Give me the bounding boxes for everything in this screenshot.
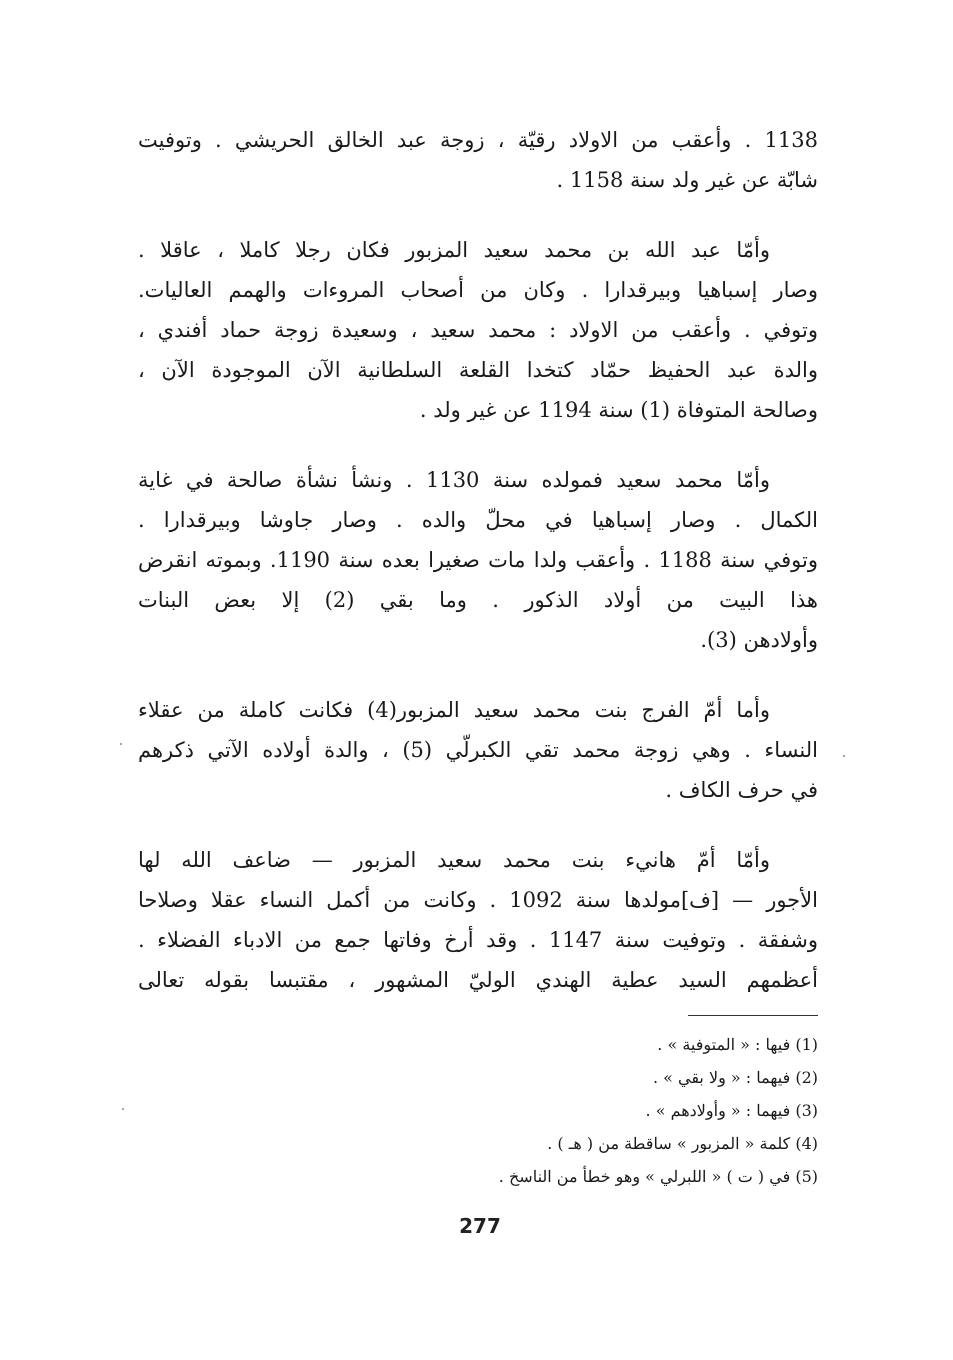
text-line: وأما أمّ الفرج بنت محمد سعيد المزبور(4) فكانت كاملة من عقلاء xyxy=(138,698,771,722)
text-line: الأجور — [ف]مولدها سنة 1092 . وكانت من أكمل النساء عقلا وصلاحا xyxy=(138,888,818,912)
text-line: 1138 . وأعقب من الاولاد رقيّة ، زوجة عبد الخالق الحريشي . وتوفيت xyxy=(138,128,818,152)
main-text xyxy=(138,120,818,1030)
text-line: في حرف الكاف . xyxy=(665,778,818,802)
page-number: 277 xyxy=(459,1214,501,1238)
footnote: (4) كلمة « المزبور » ساقطة من ( هـ ) . xyxy=(547,1134,818,1153)
text-line: هذا البيت من أولاد الذكور . وما بقي (2) إلا بعض البنات xyxy=(138,588,818,612)
footnote: (1) فيها : « المتوفية » . xyxy=(657,1035,818,1054)
paragraph-5 xyxy=(138,840,818,1000)
text-line: وأمّا أمّ هانيء بنت محمد سعيد المزبور — ضاعف الله لها xyxy=(138,848,770,872)
scan-speck xyxy=(843,755,845,757)
footnote: (3) فيهما : « وأولادهم » . xyxy=(645,1101,818,1120)
footnote: (5) في ( ت ) « اللبرلي » وهو خطأ من الناسخ . xyxy=(498,1167,818,1186)
footnotes xyxy=(300,1028,818,1193)
text-line: شابّة عن غير ولد سنة 1158 . xyxy=(556,168,818,192)
text-line: وأمّا محمد سعيد فمولده سنة 1130 . ونشأ نشأة صالحة في غاية xyxy=(138,468,771,492)
scan-speck xyxy=(122,1108,124,1110)
paragraph-4 xyxy=(138,690,818,810)
footnote: (2) فيهما : « ولا بقي » . xyxy=(652,1068,818,1087)
text-line: وأمّا عبد الله بن محمد سعيد المزبور فكان رجلا كاملا ، عاقلا . xyxy=(138,238,770,262)
text-line: وصار إسباهيا وبيرقدارا . وكان من أصحاب المروءات والهمم العاليات. xyxy=(138,278,818,302)
footnote-divider xyxy=(688,1015,818,1016)
text-line: وأولادهن (3). xyxy=(700,628,818,652)
text-line: وشفقة . وتوفيت سنة 1147 . وقد أرخ وفاتها جمع من الادباء الفضلاء . xyxy=(138,928,818,952)
text-line: أعظمهم السيد عطية الهندي الوليّ المشهور ، مقتبسا بقوله تعالى xyxy=(138,968,818,992)
text-line: وصالحة المتوفاة (1) سنة 1194 عن غير ولد . xyxy=(419,398,818,422)
paragraph-1 xyxy=(138,120,818,200)
text-line: والدة عبد الحفيظ حمّاد كتخدا القلعة السلطانية الآن الموجودة الآن ، xyxy=(138,358,818,382)
paragraph-3 xyxy=(138,460,818,660)
text-line: النساء . وهي زوجة محمد تقي الكبرلّي (5) ، والدة أولاده الآتي ذكرهم xyxy=(138,738,818,762)
text-line: وتوفي سنة 1188 . وأعقب ولدا مات صغيرا بعده سنة 1190. وبموته انقرض xyxy=(138,548,818,572)
paragraph-2 xyxy=(138,230,818,430)
scan-speck xyxy=(120,743,122,745)
text-line: الكمال . وصار إسباهيا في محلّ والده . وصار جاوشا وبيرقدارا . xyxy=(138,508,818,532)
text-line: وتوفي . وأعقب من الاولاد : محمد سعيد ، وسعيدة زوجة حماد أفندي ، xyxy=(138,318,818,342)
